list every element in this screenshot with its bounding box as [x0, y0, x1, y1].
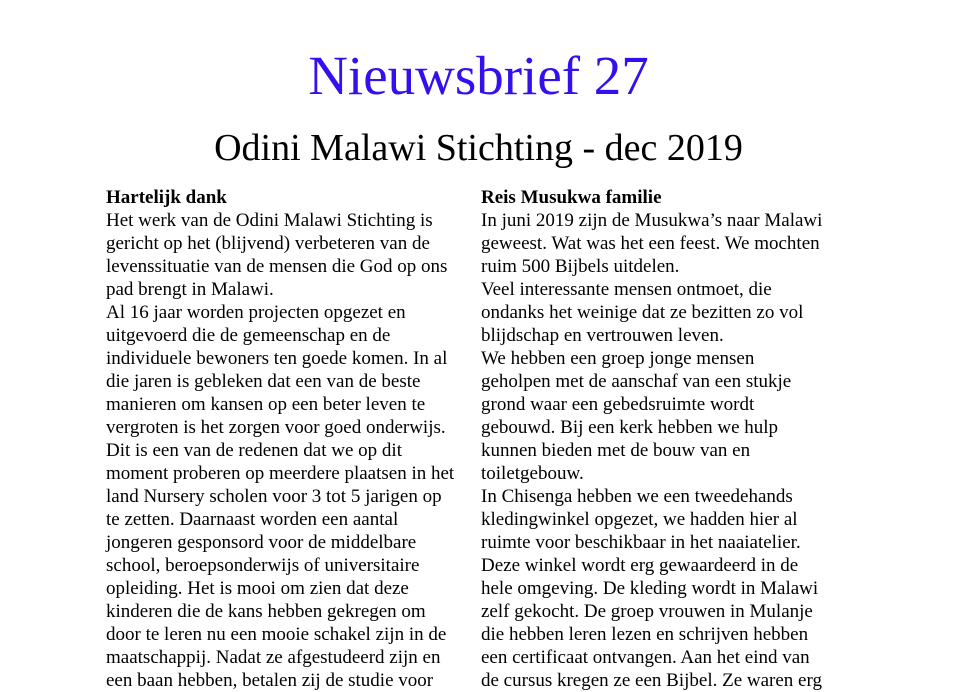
- text-line: blijdschap en vertrouwen leven.: [481, 325, 724, 346]
- right-column: [481, 186, 841, 692]
- text-line: gebouwd. Bij een kerk hebben we hulp: [481, 417, 779, 438]
- text-line: geholpen met de aanschaf van een stukje: [481, 371, 792, 392]
- text-line: een certificaat ontvangen. Aan het eind van: [481, 647, 810, 668]
- text-line: hele omgeving. De kleding wordt in Malawi: [481, 578, 819, 599]
- text-line: moment proberen op meerdere plaatsen in het: [106, 463, 455, 484]
- text-line: die hebben leren lezen en schrijven hebben: [481, 624, 809, 645]
- newsletter-subtitle: Odini Malawi Stichting - dec 2019: [214, 127, 743, 169]
- text-line: ondanks het weinige dat ze bezitten zo vol: [481, 302, 804, 323]
- text-line: land Nursery scholen voor 3 tot 5 jarigen op: [106, 486, 442, 507]
- text-line: grond waar een gebedsruimte wordt: [481, 394, 755, 415]
- text-line: de cursus kregen ze een Bijbel. Ze waren erg: [481, 670, 822, 691]
- text-line: jongeren gesponsord voor de middelbare: [106, 532, 417, 553]
- text-line: gericht op het (blijvend) verbeteren van de: [106, 233, 430, 254]
- text-line: Deze winkel wordt erg gewaardeerd in de: [481, 555, 799, 576]
- text-line: die jaren is gebleken dat een van de beste: [106, 371, 421, 392]
- text-line: geweest. Wat was het een feest. We mochten: [481, 233, 820, 254]
- text-line: opleiding. Het is mooi om zien dat deze: [106, 578, 409, 599]
- text-line: zelf gekocht. De groep vrouwen in Mulanje: [481, 601, 813, 622]
- text-line: ruim 500 Bijbels uitdelen.: [481, 256, 680, 277]
- text-line: school, beroepsonderwijs of universitaire: [106, 555, 420, 576]
- text-line: toiletgebouw.: [481, 463, 584, 484]
- text-line: We hebben een groep jonge mensen: [481, 348, 755, 369]
- text-line: een baan hebben, betalen zij de studie voor: [106, 670, 434, 691]
- text-line: kunnen bieden met de bouw van en: [481, 440, 751, 461]
- text-line: manieren om kansen op een beter leven te: [106, 394, 426, 415]
- text-line: Veel interessante mensen ontmoet, die: [481, 279, 772, 300]
- text-line: Al 16 jaar worden projecten opgezet en: [106, 302, 406, 323]
- text-line: Dit is een van de redenen dat we op dit: [106, 440, 402, 461]
- newsletter-title: Nieuwsbrief 27: [308, 45, 649, 106]
- text-line: In Chisenga hebben we een tweedehands: [481, 486, 793, 507]
- right-column-body: [481, 209, 841, 692]
- text-line: pad brengt in Malawi.: [106, 279, 274, 300]
- text-line: uitgevoerd die de gemeenschap en de: [106, 325, 391, 346]
- text-line: kledingwinkel opgezet, we hadden hier al: [481, 509, 798, 530]
- section-heading-trip: Reis Musukwa familie: [481, 187, 662, 208]
- section-heading-thanks: Hartelijk dank: [106, 187, 227, 208]
- text-line: ruimte voor beschikbaar in het naaiatelier.: [481, 532, 801, 553]
- text-line: maatschappij. Nadat ze afgestudeerd zijn en: [106, 647, 441, 668]
- left-column-body: [106, 209, 476, 692]
- text-line: kinderen die de kans hebben gekregen om: [106, 601, 426, 622]
- text-line: vergroten is het zorgen voor goed onderwijs.: [106, 417, 446, 438]
- text-line: te zetten. Daarnaast worden een aantal: [106, 509, 399, 530]
- text-line: In juni 2019 zijn de Musukwa’s naar Malawi: [481, 210, 823, 231]
- text-line: individuele bewoners ten goede komen. In al: [106, 348, 448, 369]
- left-column: [106, 186, 476, 692]
- text-line: door te leren nu een mooie schakel zijn in de: [106, 624, 447, 645]
- text-line: levenssituatie van de mensen die God op ons: [106, 256, 448, 277]
- text-line: Het werk van de Odini Malawi Stichting is: [106, 210, 433, 231]
